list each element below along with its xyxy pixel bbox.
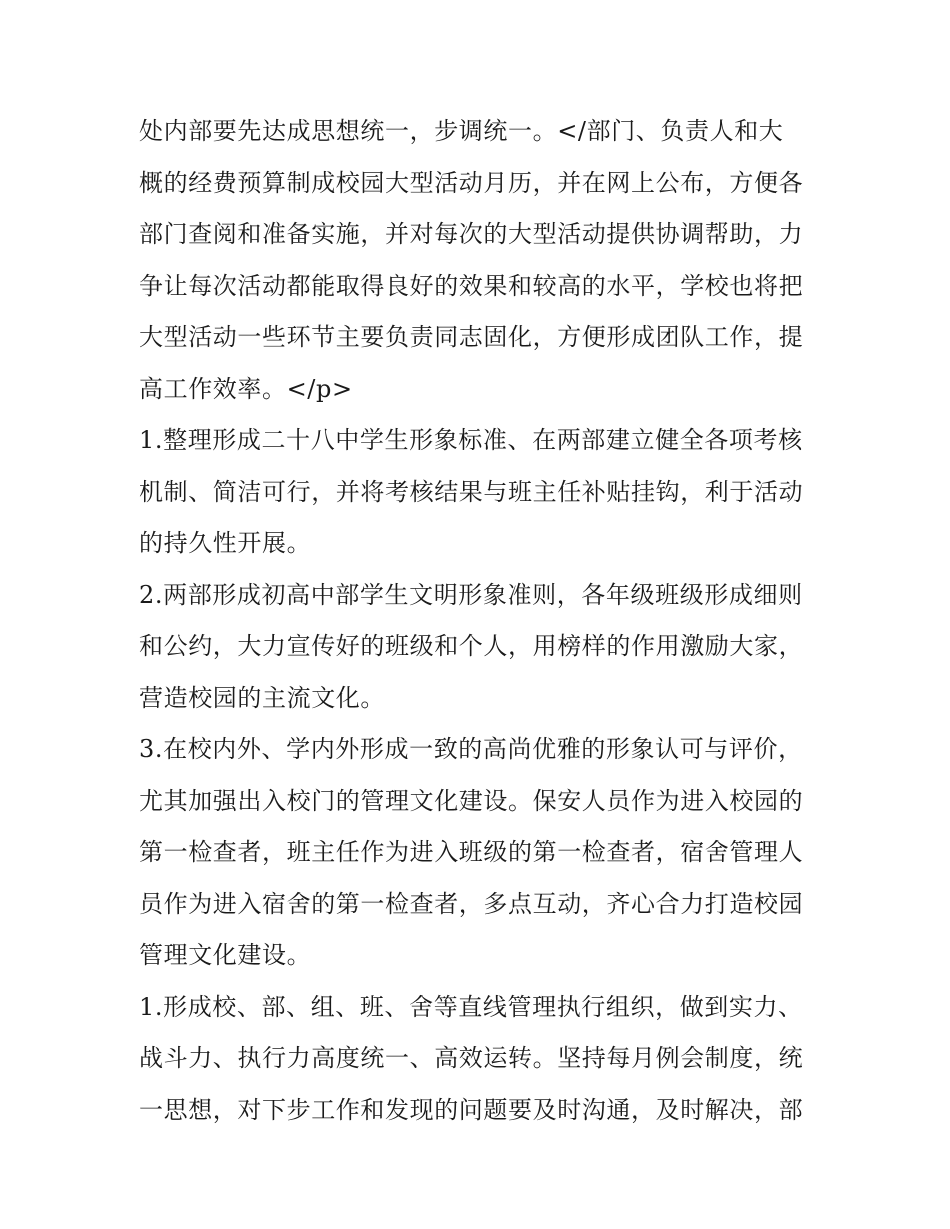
text-line: 管理文化建设。 [139, 941, 312, 969]
text-line: 处内部要先达成思想统一，步调统一。</部门、负责人和大 [139, 117, 784, 145]
text-line: 机制、简洁可行，并将考核结果与班主任补贴挂钩，利于活动 [139, 477, 804, 506]
document-body [139, 106, 819, 1136]
text-line: 1.形成校、部、组、班、舍等直线管理执行组织，做到实力、 [139, 992, 803, 1021]
text-line: 战斗力、执行力高度统一、高效运转。坚持每月例会制度，统 [139, 1044, 804, 1072]
text-line: 部门查阅和准备实施，并对每次的大型活动提供协调帮助，力 [139, 220, 804, 248]
text-line: 营造校园的主流文化。 [139, 683, 385, 712]
text-line: 和公约，大力宣传好的班级和个人，用榜样的作用激励大家， [139, 632, 804, 660]
text-line: 大型活动一些环节主要负责同志固化，方便形成团队工作，提 [139, 323, 804, 351]
text-line: 的持久性开展。 [139, 529, 312, 557]
text-line: 1.整理形成二十八中学生形象标准、在两部建立健全各项考核 [139, 426, 803, 454]
text-line: 一思想，对下步工作和发现的问题要及时沟通，及时解决，部 [139, 1095, 804, 1124]
text-line: 3.在校内外、学内外形成一致的高尚优雅的形象认可与评价， [139, 735, 803, 763]
text-line: 概的经费预算制成校园大型活动月历，并在网上公布，方便各 [139, 168, 804, 197]
text-line: 员作为进入宿舍的第一检查者，多点互动，齐心合力打造校园 [139, 889, 804, 918]
text-line: 尤其加强出入校门的管理文化建设。保安人员作为进入校园的 [139, 786, 804, 815]
text-line: 高工作效率。</p> [139, 374, 353, 403]
text-line: 第一检查者，班主任作为进入班级的第一检查者，宿舍管理人 [139, 838, 804, 866]
text-line: 争让每次活动都能取得良好的效果和较高的水平，学校也将把 [139, 271, 804, 300]
text-line: 2.两部形成初高中部学生文明形象准则，各年级班级形成细则 [139, 580, 803, 609]
